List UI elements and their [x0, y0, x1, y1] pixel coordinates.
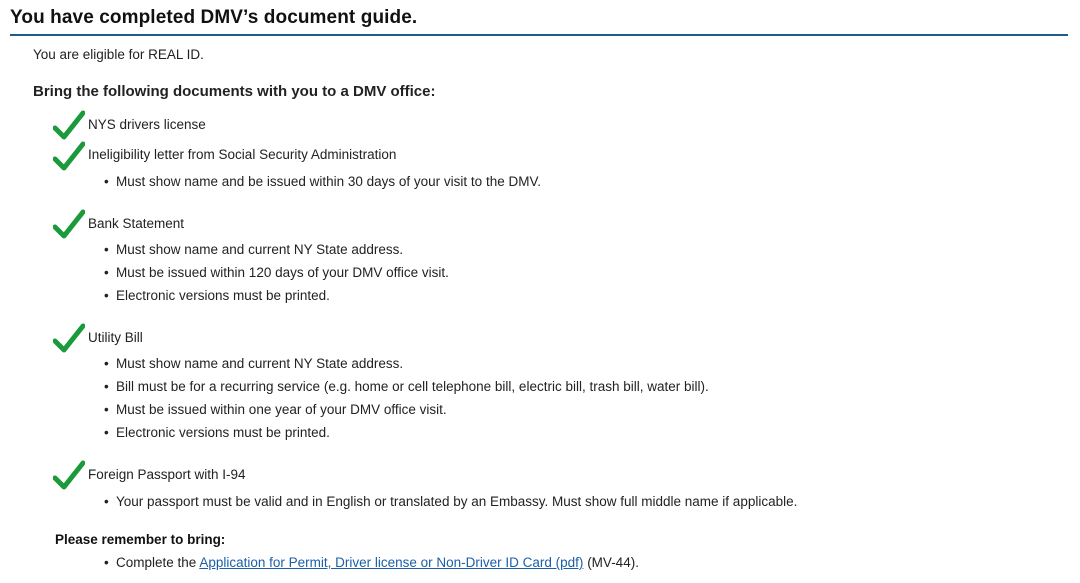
requirement-item: • Must be issued within 120 days of your DMV office visit.	[104, 265, 449, 280]
bullet: •	[104, 555, 109, 570]
requirement-item: • Electronic versions must be printed.	[104, 425, 330, 440]
document-name: Bank Statement	[88, 216, 185, 231]
requirement-item: • Your passport must be valid and in English or translated by an Embassy. Must show full middle name if applicable.	[104, 494, 798, 509]
requirement-item: • Must be issued within one year of your DMV office visit.	[104, 402, 447, 417]
page-title: You have completed DMV’s document guide.	[10, 7, 418, 28]
documents-heading: Bring the following documents with you to a DMV office:	[33, 83, 436, 100]
document-name: NYS drivers license	[88, 117, 206, 132]
checkmark-icon	[53, 141, 85, 173]
document-name: Utility Bill	[88, 330, 143, 345]
checkmark-icon	[53, 460, 85, 492]
checkmark-icon	[53, 209, 85, 241]
remember-suffix: (MV-44).	[583, 555, 639, 570]
application-form-link[interactable]: Application for Permit, Driver license or Non-Driver ID Card (pdf)	[199, 555, 584, 570]
checkmark-icon	[53, 323, 85, 355]
checkmark-icon	[53, 110, 85, 142]
requirement-item: • Must show name and current NY State address.	[104, 356, 404, 371]
document-name: Foreign Passport with I-94	[88, 467, 246, 482]
eligibility-text: You are eligible for REAL ID.	[33, 47, 204, 62]
requirement-item: • Must show name and current NY State address.	[104, 242, 404, 257]
remember-prefix: Complete the	[116, 555, 200, 570]
requirement-item: • Electronic versions must be printed.	[104, 288, 330, 303]
remember-item	[104, 555, 639, 570]
requirement-item: • Bill must be for a recurring service (e.g. home or cell telephone bill, electric bill, trash bill, water bill).	[104, 379, 709, 394]
document-name: Ineligibility letter from Social Security Administration	[88, 147, 397, 162]
requirement-item: • Must show name and be issued within 30 days of your visit to the DMV.	[104, 174, 541, 189]
title-divider	[10, 34, 1068, 36]
remember-heading: Please remember to bring:	[55, 532, 226, 547]
